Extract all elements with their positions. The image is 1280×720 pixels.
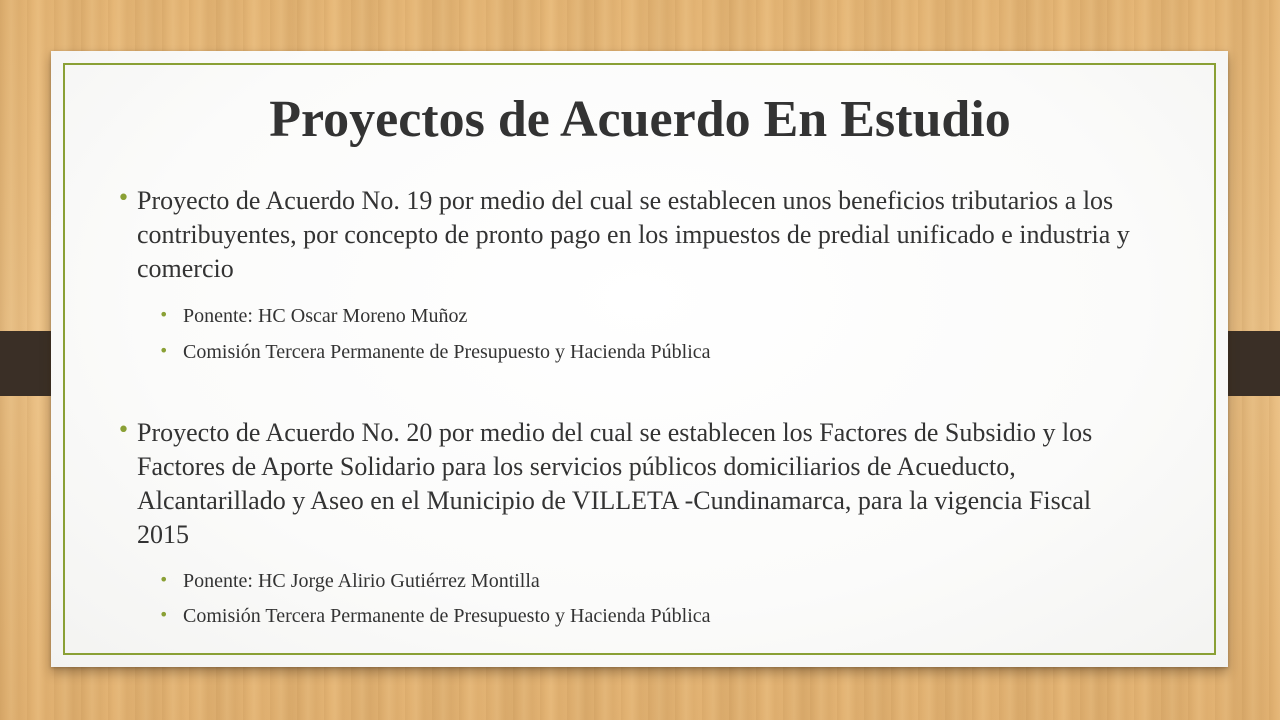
bullet-dot-icon: •: [117, 418, 130, 443]
bullet-dot-icon: •: [159, 341, 169, 360]
list-item-sub: Comisión Tercera Permanente de Presupuesto y Hacienda Pública: [183, 605, 711, 627]
list-item: Proyecto de Acuerdo No. 20 por medio del cual se establecen los Factores de Subsidio y los Factores de Aporte Solidario para los servicios públicos domiciliarios de Acueducto, Alcantarillado y Aseo en el Municipio de VILLETA -Cundinamarca, para la vigencia Fiscal 2015: [137, 418, 1093, 549]
list-item-sub: Comisión Tercera Permanente de Presupuesto y Hacienda Pública: [183, 341, 711, 363]
list-item: Proyecto de Acuerdo No. 19 por medio del cual se establecen unos beneficios tributarios a los contribuyentes, por concepto de pronto pago en los impuestos de predial unificado e industria y comercio: [137, 186, 1130, 283]
list-item-sub: Ponente: HC Jorge Alirio Gutiérrez Montilla: [183, 570, 540, 592]
bullet-dot-icon: •: [159, 605, 169, 624]
slide-title: Proyectos de Acuerdo En Estudio: [269, 91, 1011, 148]
bullet-dot-icon: •: [159, 305, 169, 324]
list-item-sub: Ponente: HC Oscar Moreno Muñoz: [183, 305, 468, 327]
bullet-dot-icon: •: [117, 186, 130, 211]
bullet-dot-icon: •: [159, 570, 169, 589]
